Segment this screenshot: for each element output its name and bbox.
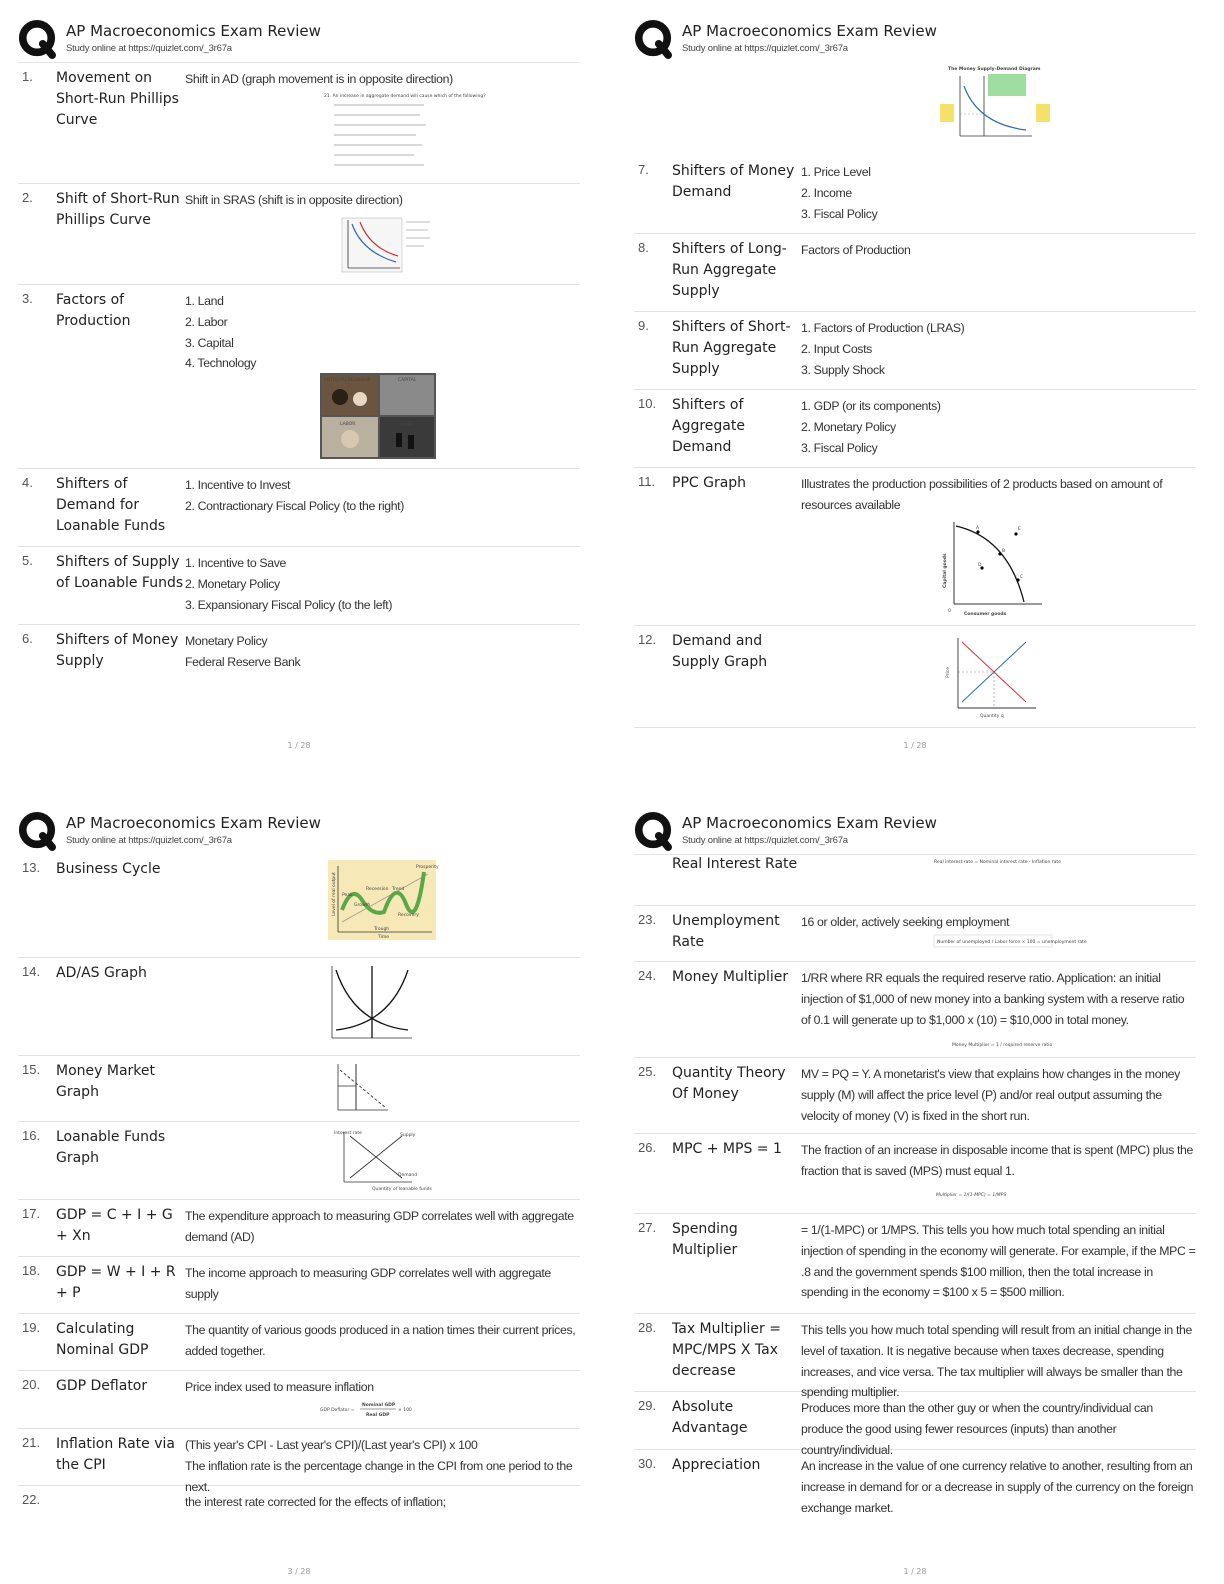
study-link[interactable]: Study online at https://quizlet.com/_3r67a (66, 43, 232, 54)
svg-text:Quantity of loanable funds: Quantity of loanable funds (372, 1187, 432, 1192)
svg-text:Money Multiplier = 1 / require: Money Multiplier = 1 / required reserve ratio (952, 1043, 1053, 1048)
svg-text:× 100: × 100 (398, 1408, 412, 1413)
page-number: 1 / 28 (903, 1567, 927, 1576)
flashcard-list (18, 854, 580, 1526)
flashcard-row: 13. Business Cycle Peak Trough Growth Recession Trend Recovery Prosperity Time Level of real output (18, 854, 580, 958)
svg-text:0: 0 (948, 609, 951, 614)
flashcard-row: 25. Quantity Theory Of Money MV = PQ = Y. A monetarist's view that explains how changes in the money supply (M) will affect the price level (P) and/or real output assuming the velocity of money (V) is fixed in the short run. (634, 1058, 1196, 1134)
page-header (12, 14, 602, 60)
svg-text:CAPITAL: CAPITAL (398, 378, 417, 383)
flashcard-row: 21. Inflation Rate via the CPI (This year's CPI - Last year's CPI)/(Last year's CPI) x 100 The inflation rate is the percentage change in the CPI from one period to the next. (18, 1429, 580, 1486)
svg-text:Trend: Trend (392, 887, 405, 892)
svg-text:Consumer goods: Consumer goods (964, 612, 1007, 617)
svg-text:The Money Supply-Demand Diagra: The Money Supply-Demand Diagram (948, 67, 1041, 72)
flashcard-row: 10. Shifters of Aggregate Demand 1. GDP (or its components) 2. Monetary Policy 3. Fiscal Policy (634, 390, 1196, 468)
svg-text:E: E (1018, 527, 1021, 532)
svg-text:Trough: Trough (374, 927, 390, 932)
flashcard-row: 27. Spending Multiplier = 1/(1-MPC) or 1/MPS. This tells you how much total spending an initial injection of spending in the economy will generate. For example, if the MPC = .8 and the government spends $100 million, then the total increase in spending in the economy = $100 x 5 = $500 million. (634, 1214, 1196, 1314)
svg-text:GDP Deflator =: GDP Deflator = (320, 1408, 355, 1413)
flashcard-row: 16. Loanable Funds Graph Interest rate Supply Demand Quantity of loanable funds (18, 1122, 580, 1200)
flashcard-row: 5. Shifters of Supply of Loanable Funds 1. Incentive to Save 2. Monetary Policy 3. Expansionary Fiscal Policy (to the left) (18, 547, 580, 625)
loanable-funds-graph (332, 1128, 432, 1192)
factors-of-production-image (320, 373, 436, 459)
svg-text:Supply: Supply (400, 1133, 416, 1138)
question-text-image (324, 91, 486, 173)
page-3 (12, 806, 602, 1576)
flashcard-row: Real Interest Rate Real interest rate = Nominal interest rate - Inflation rate (634, 852, 1196, 906)
svg-text:Interest rate: Interest rate (334, 1131, 362, 1136)
flashcard-row: 1. Movement on Short-Run Phillips Curve Shift in AD (graph movement is in opposite direction) 21. An increase in aggregate demand will cause which of the following? (18, 63, 580, 184)
flashcard-row: 18. GDP = W + I + R + P The income approach to measuring GDP correlates well with aggregate supply (18, 1257, 580, 1314)
svg-text:D: D (978, 563, 982, 568)
page-title: AP Macroeconomics Exam Review (682, 814, 937, 832)
svg-text:Peak: Peak (342, 893, 353, 898)
svg-text:Growth: Growth (354, 903, 371, 908)
svg-text:B: B (1002, 549, 1006, 554)
phillips-curve-graph (338, 212, 434, 276)
flashcard-row: 6. Shifters of Money Supply Monetary Policy Federal Reserve Bank (22, 631, 301, 669)
svg-text:Demand: Demand (398, 1173, 418, 1178)
flashcard-row: 12. Demand and Supply Graph Quantity q Price (634, 626, 1196, 728)
flashcard-row: 17. GDP = C + I + G + Xn The expenditure approach to measuring GDP correlates well with aggregate demand (AD) (18, 1200, 580, 1257)
study-link[interactable]: Study online at https://quizlet.com/_3r67a (66, 835, 232, 846)
svg-text:Real interest rate = Nominal i: Real interest rate = Nominal interest rate - Inflation rate (934, 860, 1061, 865)
svg-text:Real GDP: Real GDP (366, 1413, 390, 1418)
flashcard-row: 9. Shifters of Short-Run Aggregate Supply 1. Factors of Production (LRAS) 2. Input Costs 3. Supply Shock (634, 312, 1196, 390)
money-multiplier-formula (952, 1038, 1062, 1050)
svg-text:Capital goods: Capital goods (943, 553, 948, 588)
page-4 (628, 806, 1218, 1576)
svg-text:Recovery: Recovery (398, 913, 419, 918)
page-title: AP Macroeconomics Exam Review (66, 22, 321, 40)
svg-text:Recession: Recession (366, 887, 389, 892)
svg-text:LAND: LAND (400, 422, 413, 427)
quizlet-logo-icon (18, 812, 56, 850)
page-header (628, 14, 1218, 60)
flashcard-row: 24. Money Multiplier 1/RR where RR equals the required reserve ratio. Application: an initial injection of $1,000 of new money into a banking system with a reserve ratio of 0.1 will generate up to $1,000 x (10) = $10,000 in total money. Money Multiplier = 1 / required reserve ratio (634, 962, 1196, 1058)
flashcard-row: 20. GDP Deflator Price index used to measure inflation GDP Deflator = Nominal GDP Real GDP × 100 (18, 1371, 580, 1429)
flashcard-row: 26. MPC + MPS = 1 The fraction of an increase in disposable income that is spent (MPC) plus the fraction that is saved (MPS) must equal 1. Multiplier = 1/(1-MPC) = 1/MPS (634, 1134, 1196, 1214)
svg-text:Number of unemployed / Labor f: Number of unemployed / Labor force × 100 = unemployment rate (937, 940, 1087, 945)
flashcard-row: 15. Money Market Graph (18, 1056, 580, 1122)
flashcard-row: 8. Shifters of Long-Run Aggregate Supply Factors of Production (634, 234, 1196, 312)
money-supply-demand-diagram (938, 64, 1054, 148)
gdp-deflator-formula (318, 1399, 430, 1419)
page-header (628, 806, 1218, 852)
svg-text:Time: Time (378, 935, 390, 940)
demand-supply-graph (940, 634, 1040, 720)
flashcard-list (634, 156, 1196, 728)
svg-text:Nominal GDP: Nominal GDP (362, 1403, 396, 1408)
quizlet-logo-icon (18, 20, 56, 58)
spending-multiplier-formula (934, 1184, 1064, 1204)
page-2 (628, 14, 1218, 784)
flashcard-row: 14. AD/AS Graph (18, 958, 580, 1056)
page-number: 3 / 28 (287, 1567, 311, 1576)
page-header (12, 806, 602, 852)
flashcard-row: 22. the interest rate corrected for the effects of inflation; (22, 1492, 446, 1509)
ad-as-graph (324, 964, 414, 1048)
flashcard-list (18, 63, 580, 725)
flashcard-row: 29. Absolute Advantage Produces more than the other guy or when the country/individual can produce the good using fewer resources (inputs) than another country/individual. (634, 1392, 1196, 1450)
svg-text:21. An increase in aggregate d: 21. An increase in aggregate demand will cause which of the following? (324, 94, 486, 99)
page-number: 1 / 28 (903, 741, 927, 750)
svg-text:Multiplier = 1/(1-MPC) = 1/MPS: Multiplier = 1/(1-MPC) = 1/MPS (936, 1193, 1007, 1198)
quizlet-logo-icon (634, 812, 672, 850)
business-cycle-graph (328, 860, 439, 940)
flashcard-row: 28. Tax Multiplier = MPC/MPS X Tax decrease This tells you how much total spending will result from an initial change in the level of taxation. It is negative because when taxes decrease, spending increases, and vice versa. The tax multiplier will always be smaller than the spending multiplier. (634, 1314, 1196, 1392)
quizlet-logo-icon (634, 20, 672, 58)
svg-text:Prosperity: Prosperity (416, 865, 439, 870)
svg-text:C: C (1020, 575, 1024, 580)
svg-text:ENTREPRENEURSHIP: ENTREPRENEURSHIP (324, 378, 371, 383)
study-link[interactable]: Study online at https://quizlet.com/_3r67a (682, 835, 848, 846)
flashcard-list (634, 852, 1196, 1530)
flashcard-row: 3. Factors of Production 1. Land 2. Labor 3. Capital 4. Technology ENTREPRENEURSHIP CAPITAL LABOR LAND (18, 285, 580, 469)
flashcard-row: 23. Unemployment Rate 16 or older, actively seeking employment Number of unemployed / Labor force × 100 = unemployment rate (634, 906, 1196, 962)
svg-text:Quantity q: Quantity q (980, 714, 1004, 719)
flashcard-row: 7. Shifters of Money Demand 1. Price Level 2. Income 3. Fiscal Policy (634, 156, 1196, 234)
page-title: AP Macroeconomics Exam Review (66, 814, 321, 832)
study-link[interactable]: Study online at https://quizlet.com/_3r67a (682, 43, 848, 54)
svg-text:Price: Price (946, 667, 951, 678)
flashcard-row: 11. PPC Graph Illustrates the production possibilities of 2 products based on amount of resources available A B C D E 0 Consumer goods Capital goods (634, 468, 1196, 626)
unemployment-formula (934, 934, 1087, 948)
page-number: 1 / 28 (287, 741, 311, 750)
svg-text:A: A (976, 526, 980, 531)
money-market-graph (332, 1062, 392, 1116)
flashcard-row: 4. Shifters of Demand for Loanable Funds 1. Incentive to Invest 2. Contractionary Fiscal Policy (to the right) (18, 469, 580, 547)
flashcard-row: 2. Shift of Short-Run Phillips Curve Shift in SRAS (shift is in opposite direction) (18, 184, 580, 285)
real-rate-formula (934, 856, 1061, 866)
ppc-graph (938, 518, 1048, 618)
flashcard-row: 30. Appreciation An increase in the value of one currency relative to another, resulting from an increase in demand for or a decrease in supply of the currency on the foreign exchange market. (638, 1456, 1194, 1515)
page-title: AP Macroeconomics Exam Review (682, 22, 937, 40)
svg-text:LABOR: LABOR (340, 422, 356, 427)
flashcard-row: 19. Calculating Nominal GDP The quantity of various goods produced in a nation times their current prices, added together. (18, 1314, 580, 1371)
page-1 (12, 14, 602, 784)
svg-text:Level of real output: Level of real output (332, 872, 337, 916)
